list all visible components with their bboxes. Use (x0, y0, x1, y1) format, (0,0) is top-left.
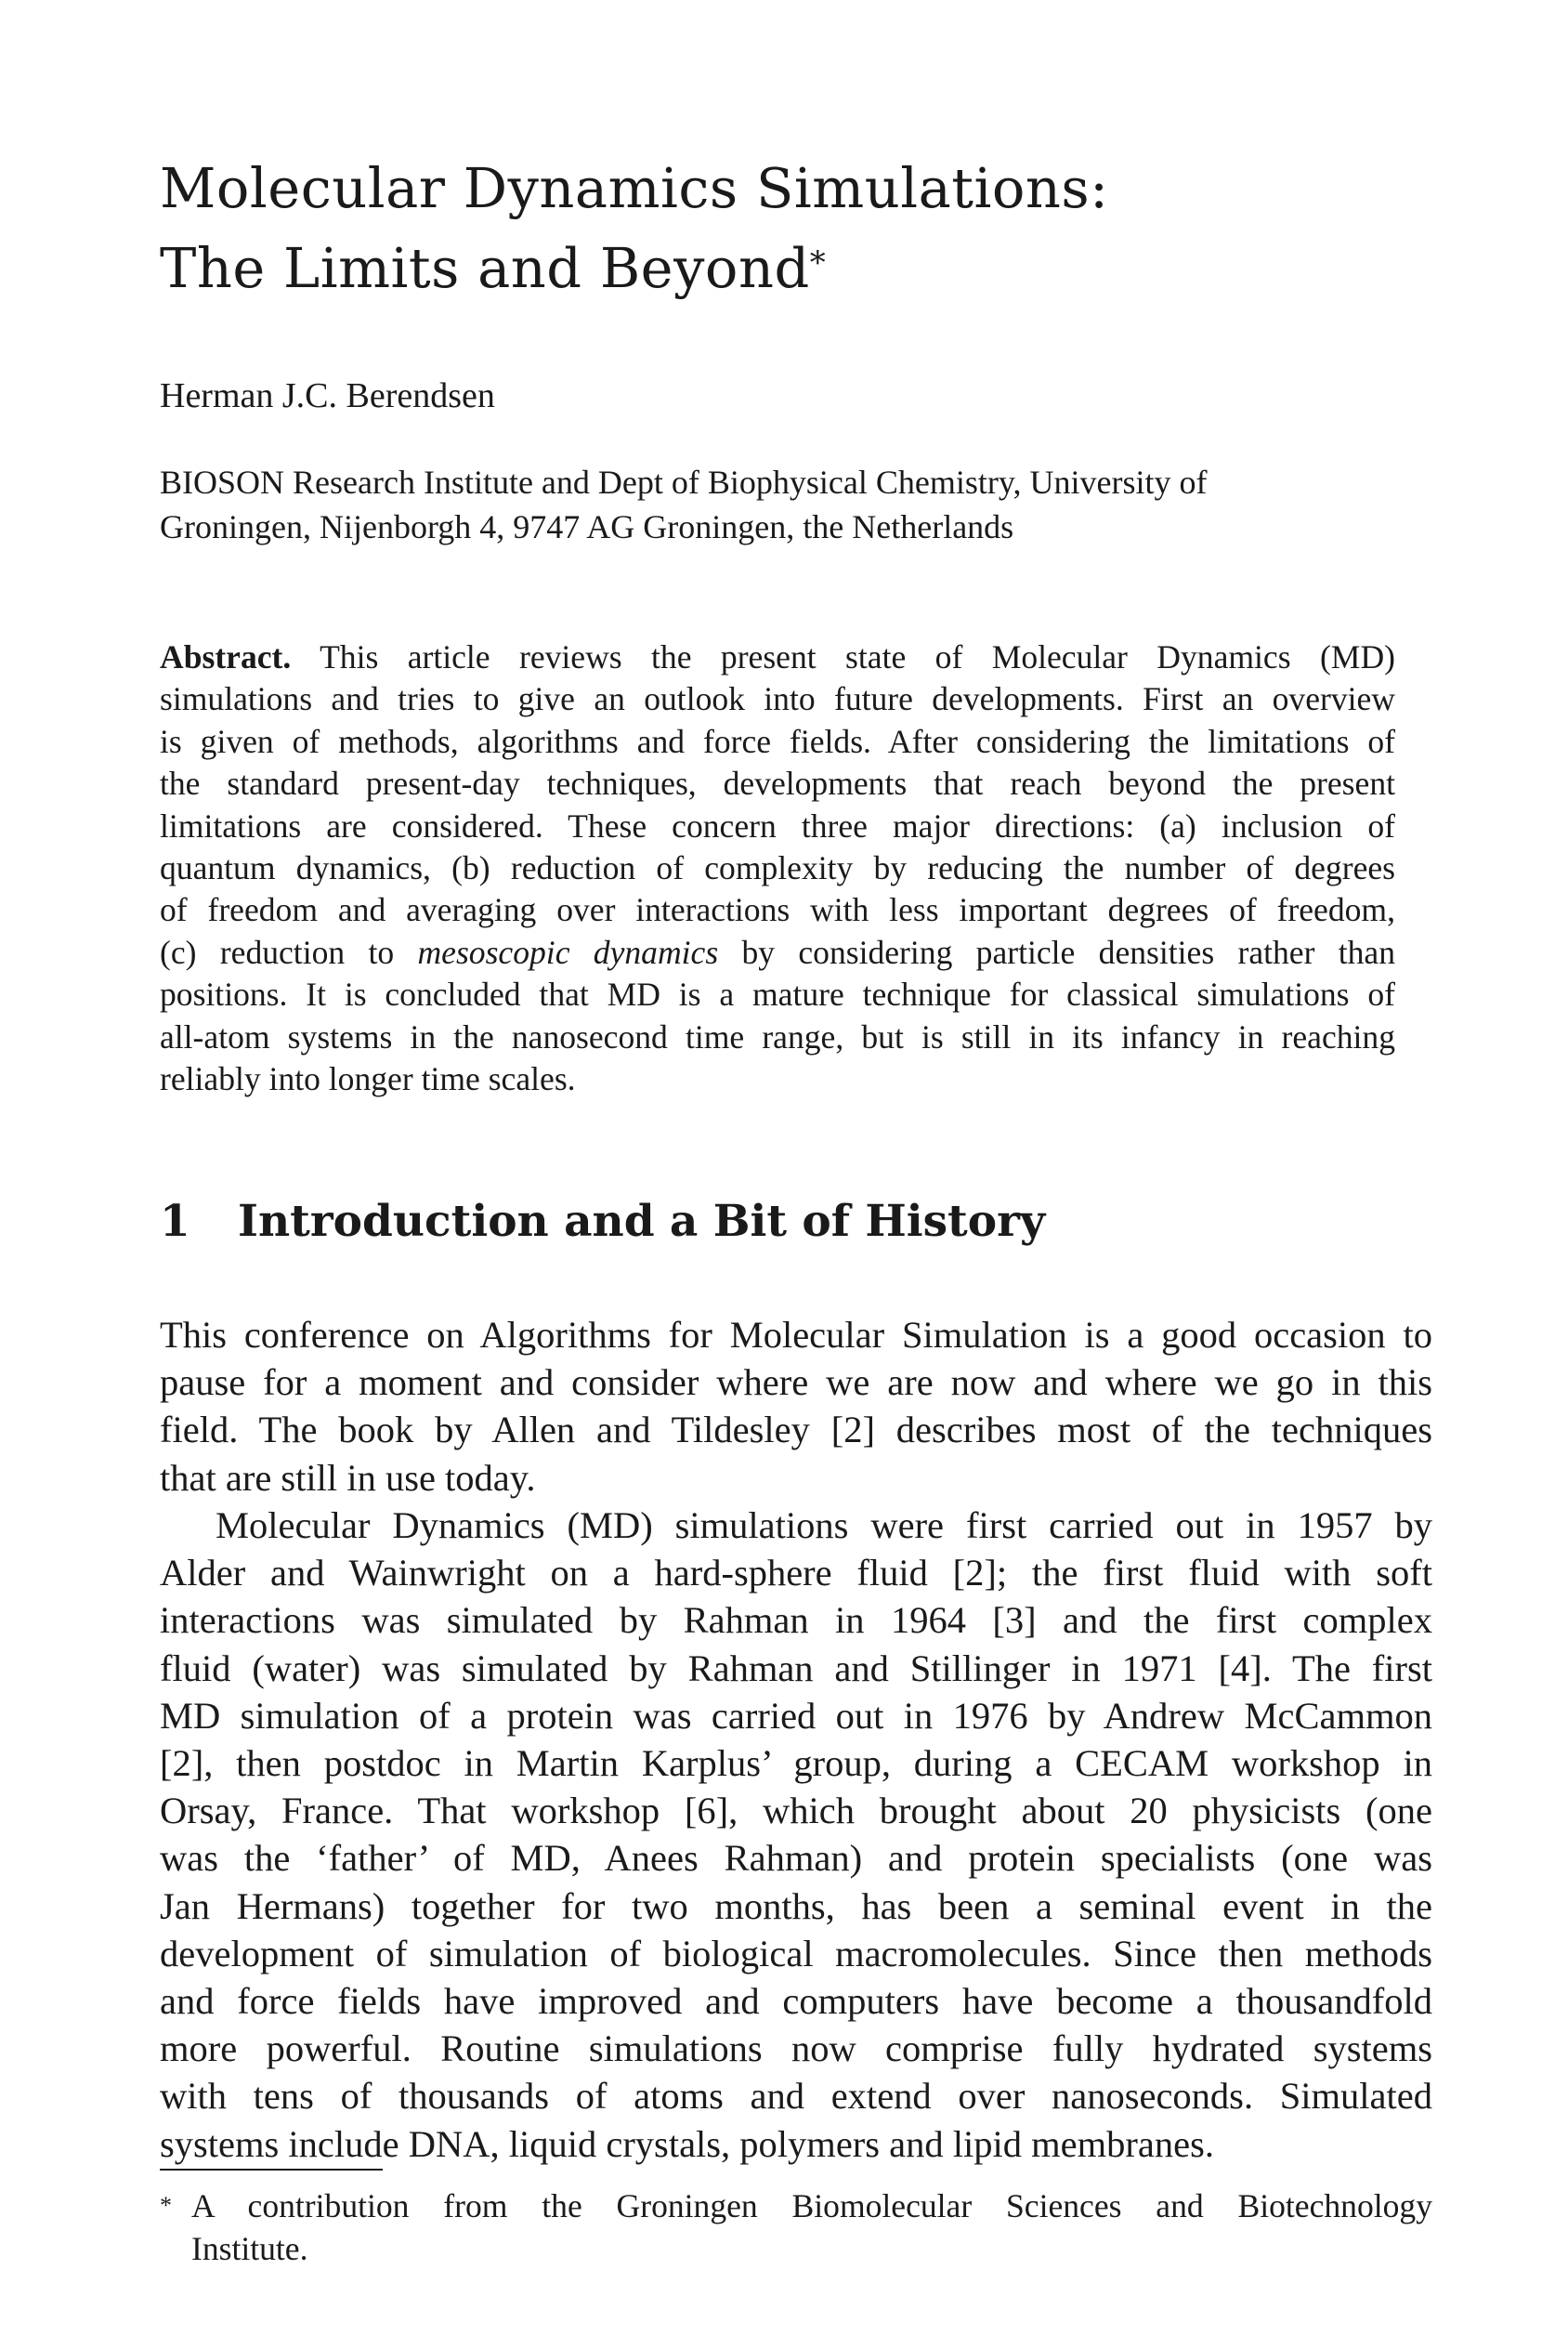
abstract-line: reliably into longer time scales. (160, 1060, 576, 1098)
title-footnote-marker: * (809, 244, 827, 282)
body-line: MD simulation of a protein was carried out in 1976 by Andrew McCammon (160, 1694, 1432, 1737)
abstract-line: of freedom and averaging over interactions with less important degrees of freedom, (160, 891, 1395, 929)
footnote-divider (160, 2169, 383, 2171)
body-line: more powerful. Routine simulations now comprise fully hydrated systems (160, 2027, 1432, 2070)
body-line: Alder and Wainwright on a hard-sphere fluid [2]; the first fluid with soft (160, 1552, 1432, 1594)
title-line-2-text: The Limits and Beyond (160, 236, 810, 300)
body-line: fluid (water) was simulated by Rahman and Stillinger in 1971 [4]. The first (160, 1646, 1432, 1689)
body-line: and force fields have improved and computers have become a thousandfold (160, 1980, 1432, 2023)
body-line: Molecular Dynamics (MD) simulations were first carried out in 1957 by (216, 1504, 1432, 1546)
body-line: Orsay, France. That workshop [6], which brought about 20 physicists (one (160, 1790, 1432, 1832)
body-line: was the ‘father’ of MD, Anees Rahman) and protein specialists (one was (160, 1837, 1432, 1880)
author-affiliation (160, 460, 1405, 549)
title-line-2 (160, 229, 1405, 308)
title-line-1: Molecular Dynamics Simulations: (160, 156, 1109, 220)
abstract-line (160, 932, 1395, 974)
section-title: Introduction and a Bit of History (238, 1196, 1046, 1247)
abstract-line-8-pre: (c) reduction to (160, 933, 418, 971)
section-number: 1 (160, 1196, 190, 1247)
author-name: Herman J.C. Berendsen (160, 376, 495, 415)
footnote-line-2: Institute. (191, 2230, 308, 2267)
abstract-line-1-text: This article reviews the present state of Molecular Dynamics (MD) (320, 638, 1395, 676)
body-line: field. The book by Allen and Tildesley [2] describes most of the techniques (160, 1409, 1432, 1451)
body-line: development of simulation of biological macromolecules. Since then methods (160, 1932, 1432, 1974)
body-line: pause for a moment and consider where we are now and where we go in this (160, 1361, 1432, 1404)
abstract-label: Abstract. (160, 638, 292, 676)
affiliation-line-1: BIOSON Research Institute and Dept of Biophysical Chemistry, University of (160, 464, 1208, 501)
abstract-line-8-post: by considering particle densities rather than (718, 933, 1395, 971)
footnote (160, 2184, 1432, 2270)
body-line: This conference on Algorithms for Molecular Simulation is a good occasion to (160, 1314, 1432, 1356)
abstract-line: the standard present-day techniques, developments that reach beyond the present (160, 765, 1395, 803)
body-paragraph-2 (160, 1502, 1432, 2168)
body-line: that are still in use today. (160, 1456, 536, 1499)
abstract-line: limitations are considered. These concern three major directions: (a) inclusion of (160, 807, 1395, 845)
body-paragraph-1 (160, 1311, 1432, 1502)
abstract (160, 636, 1395, 1100)
abstract-line: simulations and tries to give an outlook into future developments. First an overview (160, 680, 1395, 718)
body-line: [2], then postdoc in Martin Karplus’ group, during a CECAM workshop in (160, 1742, 1432, 1785)
paper-title (160, 149, 1405, 308)
affiliation-line-2: Groningen, Nijenborgh 4, 9747 AG Groningen, the Netherlands (160, 508, 1014, 545)
section-heading (160, 1189, 1045, 1254)
body-line: Jan Hermans) together for two months, has been a seminal event in the (160, 1884, 1432, 1927)
body-line: systems include DNA, liquid crystals, polymers and lipid membranes. (160, 2122, 1214, 2165)
footnote-line-1-text: A contribution from the Groningen Biomolecular Sciences and Biotechnology (191, 2187, 1432, 2224)
body-line: with tens of thousands of atoms and extend over nanoseconds. Simulated (160, 2075, 1432, 2118)
abstract-line: is given of methods, algorithms and force fields. After considering the limitations of (160, 722, 1395, 760)
abstract-line: positions. It is concluded that MD is a mature technique for classical simulations of (160, 976, 1395, 1014)
abstract-line (160, 636, 1395, 678)
abstract-emphasis: mesoscopic dynamics (417, 933, 719, 971)
abstract-line: all-atom systems in the nanosecond time range, but is still in its infancy in reaching (160, 1017, 1395, 1056)
body-line: interactions was simulated by Rahman in 1964 [3] and the first complex (160, 1599, 1432, 1642)
footnote-line-1 (160, 2184, 1432, 2227)
footnote-marker: * (160, 2192, 172, 2219)
abstract-line: quantum dynamics, (b) reduction of complexity by reducing the number of degrees (160, 849, 1395, 887)
